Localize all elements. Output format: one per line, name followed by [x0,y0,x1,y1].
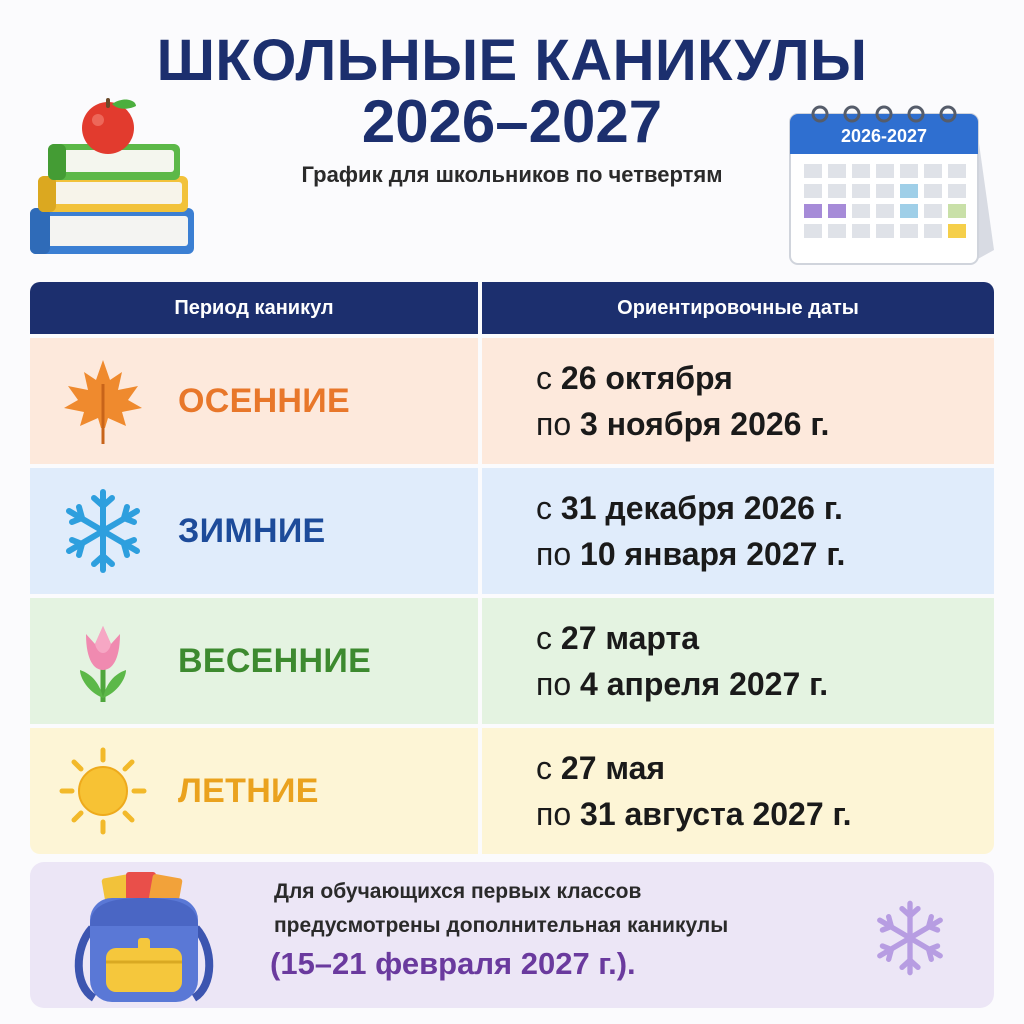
table-header [30,282,994,334]
date-prefix: по [536,666,572,702]
date-from [536,355,994,401]
date-from [536,485,994,531]
sun-icon [58,746,148,836]
date-to [536,661,994,707]
date-prefix: с [536,620,552,656]
date-value: 3 ноября 2026 г. [580,406,830,442]
period-cell [30,728,478,854]
table-row-summer [30,728,994,854]
date-to [536,401,994,447]
tulip-icon [58,616,148,706]
date-prefix: с [536,750,552,786]
season-name: ВЕСЕННИЕ [178,641,372,680]
period-cell [30,338,478,464]
season-name: ОСЕННИЕ [178,381,351,420]
dates-cell [482,338,994,464]
calendar-icon [780,100,1000,270]
note-text-line2: предусмотрены дополнительная каникулы [274,914,729,937]
date-value: 10 января 2027 г. [580,536,846,572]
date-value: 27 мая [560,750,666,786]
snowflake-icon [870,898,950,978]
date-prefix: по [536,796,572,832]
backpack-icon [70,868,220,1006]
date-prefix: по [536,406,572,442]
page-title-line1: ШКОЛЬНЫЕ КАНИКУЛЫ [156,28,868,93]
date-value: 4 апреля 2027 г. [580,666,829,702]
date-to [536,531,994,577]
period-cell [30,468,478,594]
date-prefix: с [536,360,552,396]
calendar-label: 2026-2027 [840,126,928,146]
column-header-period: Период каникул [30,282,478,334]
page-title-years: 2026–2027 [361,88,663,155]
first-grade-note [30,862,994,1008]
season-name: ЗИМНИЕ [178,511,326,550]
date-prefix: с [536,490,552,526]
column-header-dates: Ориентировочные даты [482,282,994,334]
date-to [536,791,994,837]
holidays-table [30,282,994,854]
note-dates: (15–21 февраля 2027 г.). [270,946,636,981]
dates-cell [482,468,994,594]
date-prefix: по [536,536,572,572]
season-name: ЛЕТНИЕ [178,771,319,810]
note-text-line1: Для обучающихся первых классов [274,880,642,903]
table-row-autumn [30,338,994,464]
date-from [536,745,994,791]
date-value: 31 августа 2027 г. [580,796,852,832]
dates-cell [482,598,994,724]
date-value: 26 октября [560,360,733,396]
header [0,0,1024,280]
date-value: 31 декабря 2026 г. [560,490,843,526]
date-from [536,615,994,661]
page-subtitle: График для школьников по четвертям [301,162,723,187]
date-value: 27 марта [560,620,700,656]
period-cell [30,598,478,724]
table-row-winter [30,468,994,594]
snowflake-icon [58,486,148,576]
dates-cell [482,728,994,854]
maple-leaf-icon [58,356,148,446]
table-row-spring [30,598,994,724]
